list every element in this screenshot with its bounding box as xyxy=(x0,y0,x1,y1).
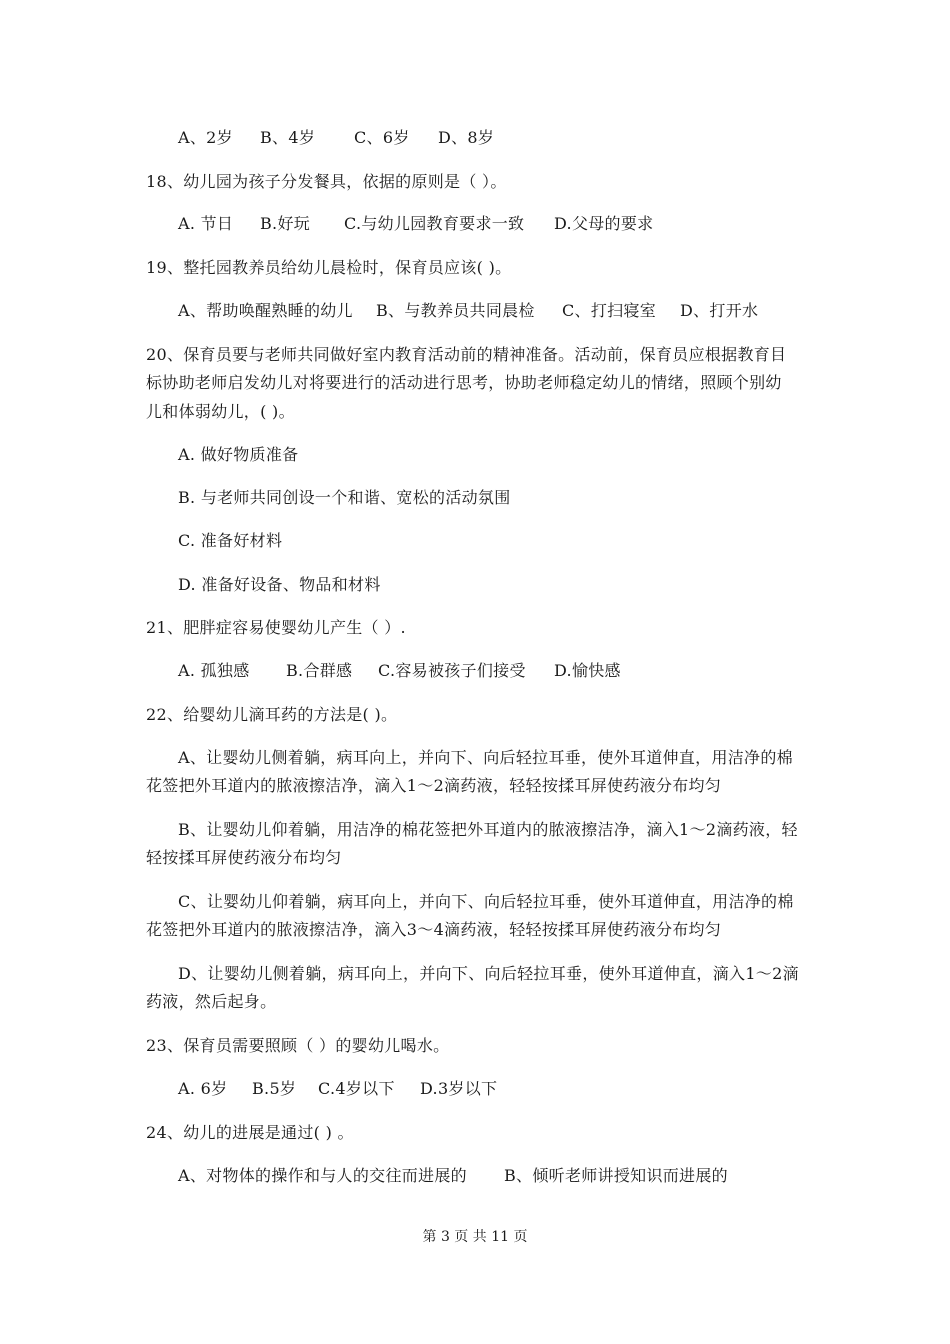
q18-option-d: D.父母的要求 xyxy=(554,214,654,233)
q23-options xyxy=(178,1079,497,1099)
q20-option-c: C. 准备好材料 xyxy=(178,531,283,550)
q17-option-c: C、6岁 xyxy=(354,128,410,147)
q24-stem: 24、幼儿的进展是通过( ) 。 xyxy=(146,1123,354,1142)
q22-option-b-line-1: B、让婴幼儿仰着躺，用洁净的棉花签把外耳道内的脓液擦洁净，滴入1～2滴药液，轻 xyxy=(178,820,798,839)
q23-option-d: D.3岁以下 xyxy=(420,1079,498,1098)
q24-option-b: B、倾听老师讲授知识而进展的 xyxy=(504,1166,728,1185)
q24-options xyxy=(178,1166,728,1186)
q21-stem: 21、肥胖症容易使婴幼儿产生（ ）. xyxy=(146,618,406,637)
q20-option-d: D. 准备好设备、物品和材料 xyxy=(178,575,381,594)
q22-option-a-line-1: A、让婴幼儿侧着躺，病耳向上，并向下、向后轻拉耳垂，使外耳道伸直，用洁净的棉 xyxy=(178,748,793,767)
q22-option-a-line-2: 花签把外耳道内的脓液擦洁净，滴入1～2滴药液，轻轻按揉耳屏使药液分布均匀 xyxy=(146,776,722,795)
q22-stem: 22、给婴幼儿滴耳药的方法是( )。 xyxy=(146,705,398,724)
q19-option-c: C、打扫寝室 xyxy=(562,301,657,320)
q22-option-d-line-2: 药液，然后起身。 xyxy=(146,992,277,1011)
q17-option-a: A、2岁 xyxy=(178,128,233,147)
q20-option-a: A. 做好物质准备 xyxy=(178,445,299,464)
q21-option-c: C.容易被孩子们接受 xyxy=(378,661,526,680)
q24-option-a: A、对物体的操作和与人的交往而进展的 xyxy=(178,1166,467,1185)
q17-option-d: D、8岁 xyxy=(438,128,495,147)
q21-option-d: D.愉快感 xyxy=(554,661,621,680)
q17-options xyxy=(178,128,494,148)
q22-option-c-line-2: 花签把外耳道内的脓液擦洁净，滴入3～4滴药液，轻轻按揉耳屏使药液分布均匀 xyxy=(146,920,722,939)
q23-option-a: A. 6岁 xyxy=(178,1079,228,1098)
q20-stem-line-1: 20、保育员要与老师共同做好室内教育活动前的精神准备。活动前，保育员应根据教育目 xyxy=(146,345,787,364)
q23-option-b: B.5岁 xyxy=(252,1079,297,1098)
q20-stem-line-3: 儿和体弱幼儿，( )。 xyxy=(146,402,295,421)
q19-options xyxy=(178,301,758,321)
q18-option-c: C.与幼儿园教育要求一致 xyxy=(344,214,525,233)
q20-option-b: B. 与老师共同创设一个和谐、宽松的活动氛围 xyxy=(178,488,511,507)
q23-stem: 23、保育员需要照顾（ ）的婴幼儿喝水。 xyxy=(146,1036,450,1055)
q19-option-a: A、帮助唤醒熟睡的幼儿 xyxy=(178,301,353,320)
page-number-footer: 第 3 页 共 11 页 xyxy=(422,1229,528,1245)
q20-stem-line-2: 标协助老师启发幼儿对将要进行的活动进行思考，协助老师稳定幼儿的情绪，照顾个别幼 xyxy=(146,373,782,392)
q19-option-b: B、与教养员共同晨检 xyxy=(376,301,535,320)
q18-options xyxy=(178,214,653,234)
q19-option-d: D、打开水 xyxy=(680,301,759,320)
q17-option-b: B、4岁 xyxy=(260,128,316,147)
q22-option-c-line-1: C、让婴幼儿仰着躺，病耳向上，并向下、向后轻拉耳垂，使外耳道伸直，用洁净的棉 xyxy=(178,892,794,911)
q21-option-a: A. 孤独感 xyxy=(178,661,250,680)
q21-option-b: B.合群感 xyxy=(286,661,353,680)
q22-option-d-line-1: D、让婴幼儿侧着躺，病耳向上，并向下、向后轻拉耳垂，使外耳道伸直，滴入1～2滴 xyxy=(178,964,799,983)
q19-stem: 19、整托园教养员给幼儿晨检时，保育员应该( )。 xyxy=(146,258,512,277)
q18-option-b: B.好玩 xyxy=(260,214,311,233)
q18-option-a: A. 节日 xyxy=(178,214,234,233)
q18-stem: 18、幼儿园为孩子分发餐具，依据的原则是（ ）。 xyxy=(146,172,507,191)
q23-option-c: C.4岁以下 xyxy=(318,1079,395,1098)
q21-options xyxy=(178,661,621,681)
q22-option-b-line-2: 轻按揉耳屏使药液分布均匀 xyxy=(146,848,342,867)
